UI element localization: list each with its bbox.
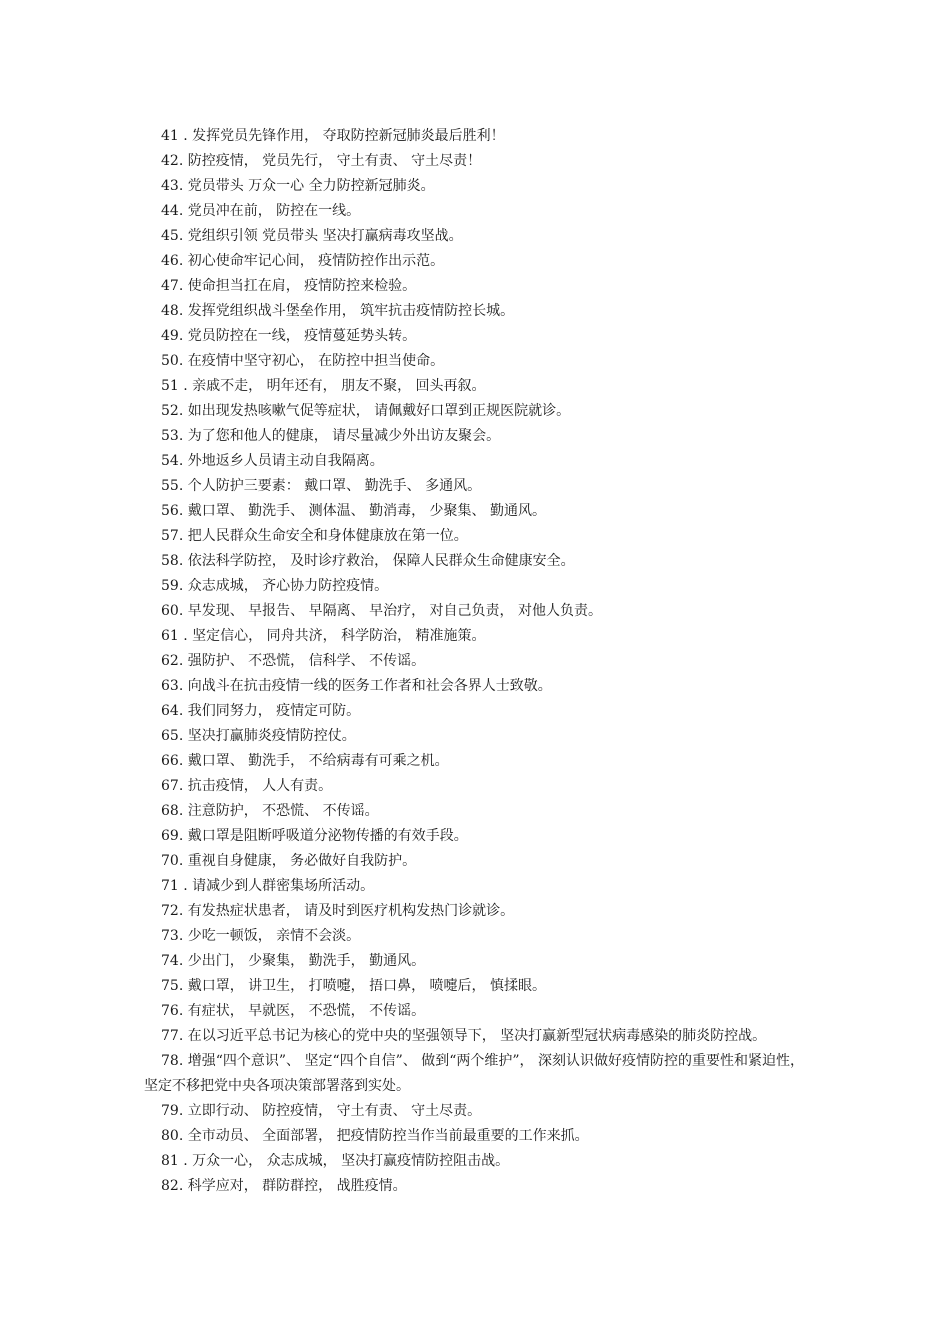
list-item: 81 . 万众一心， 众志成城， 坚决打赢疫情防控阻击战。 bbox=[161, 1153, 510, 1169]
list-item: 71 . 请减少到人群密集场所活动。 bbox=[161, 878, 375, 894]
list-item: 77. 在以习近平总书记为核心的党中央的坚强领导下， 坚决打赢新型冠状病毒感染的肺炎防控战。 bbox=[161, 1028, 767, 1044]
list-item: 62. 强防护、 不恐慌， 信科学、 不传谣。 bbox=[161, 653, 426, 669]
list-item: 41 . 发挥党员先锋作用， 夺取防控新冠肺炎最后胜利！ bbox=[161, 128, 505, 144]
document-body bbox=[144, 124, 804, 1199]
list-item: 50. 在疫情中坚守初心， 在防控中担当使命。 bbox=[161, 353, 445, 369]
list-item: 80. 全市动员、 全面部署， 把疫情防控当作当前最重要的工作来抓。 bbox=[161, 1128, 589, 1144]
list-item: 60. 早发现、 早报告、 早隔离、 早治疗， 对自己负责， 对他人负责。 bbox=[161, 603, 602, 619]
list-item: 69. 戴口罩是阻断呼吸道分泌物传播的有效手段。 bbox=[161, 828, 468, 844]
list-item: 56. 戴口罩、 勤洗手、 测体温、 勤消毒， 少聚集、 勤通风。 bbox=[161, 503, 546, 519]
list-item: 59. 众志成城， 齐心协力防控疫情。 bbox=[161, 578, 389, 594]
list-item: 51 . 亲戚不走， 明年还有， 朋友不聚， 回头再叙。 bbox=[161, 378, 486, 394]
list-item: 66. 戴口罩、 勤洗手， 不给病毒有可乘之机。 bbox=[161, 753, 449, 769]
list-item: 78. 增强“四个意识”、 坚定“四个自信”、 做到“两个维护”， 深刻认识做好疫情防控的重要性和紧迫性，坚定不移把党中央各项决策部署落到实处。 bbox=[144, 1053, 805, 1094]
list-item: 52. 如出现发热咳嗽气促等症状， 请佩戴好口罩到正规医院就诊。 bbox=[161, 403, 571, 419]
list-item: 67. 抗击疫情， 人人有责。 bbox=[161, 778, 333, 794]
list-item: 79. 立即行动、 防控疫情， 守土有责、 守土尽责。 bbox=[161, 1103, 482, 1119]
list-item: 73. 少吃一顿饭， 亲情不会淡。 bbox=[161, 928, 361, 944]
list-item: 46. 初心使命牢记心间， 疫情防控作出示范。 bbox=[161, 253, 445, 269]
list-item: 68. 注意防护， 不恐慌、 不传谣。 bbox=[161, 803, 379, 819]
list-item: 65. 坚决打赢肺炎疫情防控仗。 bbox=[161, 728, 356, 744]
list-item: 63. 向战斗在抗击疫情一线的医务工作者和社会各界人士致敬。 bbox=[161, 678, 552, 694]
list-item: 53. 为了您和他人的健康， 请尽量减少外出访友聚会。 bbox=[161, 428, 501, 444]
list-item: 61 . 坚定信心， 同舟共济， 科学防治， 精准施策。 bbox=[161, 628, 486, 644]
list-item: 55. 个人防护三要素： 戴口罩、 勤洗手、 多通风。 bbox=[161, 478, 482, 494]
list-item: 44. 党员冲在前， 防控在一线。 bbox=[161, 203, 361, 219]
list-item: 49. 党员防控在一线， 疫情蔓延势头转。 bbox=[161, 328, 417, 344]
list-item: 74. 少出门， 少聚集， 勤洗手， 勤通风。 bbox=[161, 953, 426, 969]
list-item: 57. 把人民群众生命安全和身体健康放在第一位。 bbox=[161, 528, 468, 544]
list-item: 76. 有症状， 早就医， 不恐慌， 不传谣。 bbox=[161, 1003, 426, 1019]
list-item: 58. 依法科学防控， 及时诊疗救治， 保障人民群众生命健康安全。 bbox=[161, 553, 575, 569]
list-item: 75. 戴口罩， 讲卫生， 打喷嚏， 捂口鼻， 喷嚏后， 慎揉眼。 bbox=[161, 978, 546, 994]
list-item: 70. 重视自身健康， 务必做好自我防护。 bbox=[161, 853, 417, 869]
list-item: 82. 科学应对， 群防群控， 战胜疫情。 bbox=[161, 1178, 407, 1194]
list-item: 45. 党组织引领 党员带头 坚决打赢病毒攻坚战。 bbox=[161, 228, 463, 244]
list-item: 42. 防控疫情， 党员先行， 守土有责、 守土尽责！ bbox=[161, 153, 482, 169]
list-item: 48. 发挥党组织战斗堡垒作用， 筑牢抗击疫情防控长城。 bbox=[161, 303, 515, 319]
list-item: 54. 外地返乡人员请主动自我隔离。 bbox=[161, 453, 384, 469]
list-item: 47. 使命担当扛在肩， 疫情防控来检验。 bbox=[161, 278, 417, 294]
list-item: 64. 我们同努力， 疫情定可防。 bbox=[161, 703, 361, 719]
list-item: 43. 党员带头 万众一心 全力防控新冠肺炎。 bbox=[161, 178, 435, 194]
list-item: 72. 有发热症状患者， 请及时到医疗机构发热门诊就诊。 bbox=[161, 903, 515, 919]
